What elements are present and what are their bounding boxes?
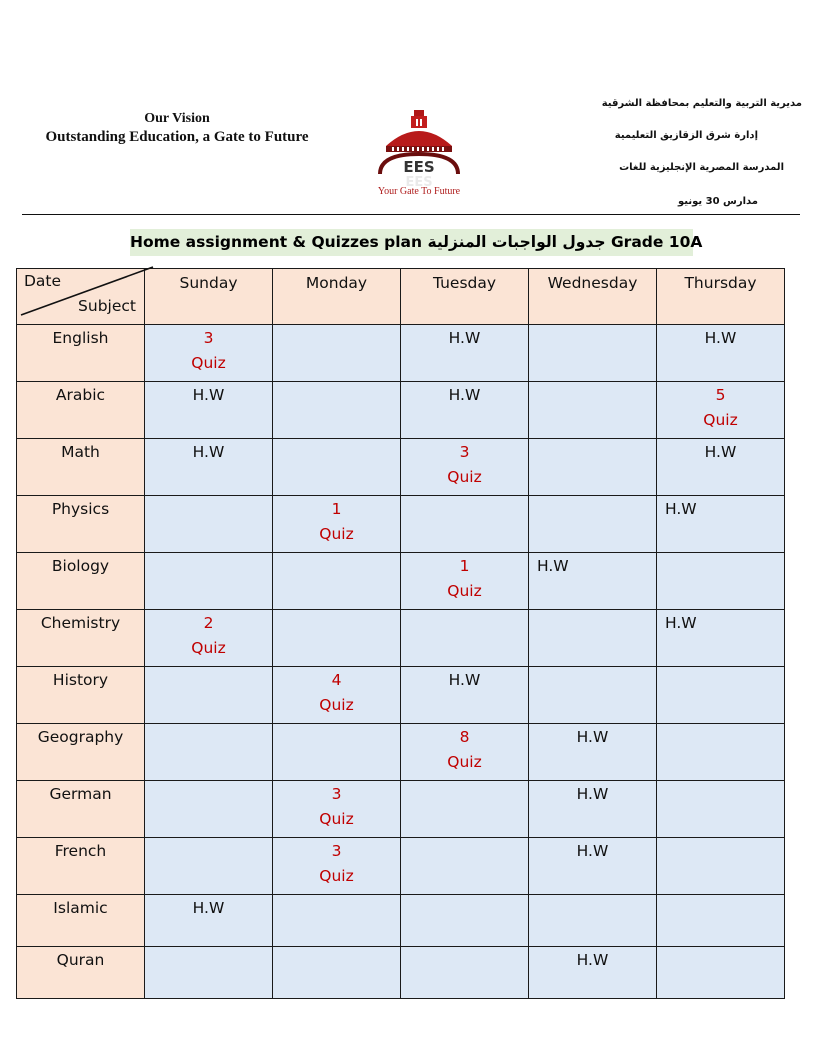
arabic-line-school: المدرسة المصرية الإنجليزية للغات bbox=[619, 162, 784, 173]
quiz-count: 3 bbox=[203, 329, 214, 347]
quiz-count: 3 bbox=[331, 842, 342, 860]
quiz-label: Quiz bbox=[319, 810, 354, 828]
subject-cell: Chemistry bbox=[17, 610, 145, 667]
subject-cell: Math bbox=[17, 439, 145, 496]
table-row-history bbox=[17, 667, 785, 724]
cell-thursday bbox=[657, 382, 785, 439]
cell-tuesday bbox=[401, 724, 529, 781]
cell-thursday bbox=[657, 895, 785, 947]
cell-sunday bbox=[145, 382, 273, 439]
cell-monday bbox=[273, 781, 401, 838]
quiz-count: 3 bbox=[331, 785, 342, 803]
subject-cell: Arabic bbox=[17, 382, 145, 439]
day-header-monday: Monday bbox=[273, 269, 401, 325]
cell-thursday bbox=[657, 667, 785, 724]
vision-block bbox=[22, 110, 332, 147]
corner-subject-label: Subject bbox=[78, 297, 136, 315]
cell-tuesday bbox=[401, 895, 529, 947]
cell-sunday bbox=[145, 947, 273, 999]
homework-label: H.W bbox=[576, 728, 609, 746]
subject-cell: English bbox=[17, 325, 145, 382]
homework-label: H.W bbox=[448, 329, 481, 347]
homework-label: H.W bbox=[665, 614, 697, 632]
cell-sunday bbox=[145, 439, 273, 496]
cell-monday bbox=[273, 439, 401, 496]
cell-sunday bbox=[145, 610, 273, 667]
cell-tuesday bbox=[401, 496, 529, 553]
subject-cell: Quran bbox=[17, 947, 145, 999]
cell-sunday bbox=[145, 325, 273, 382]
subject-cell: Biology bbox=[17, 553, 145, 610]
cell-tuesday bbox=[401, 667, 529, 724]
cell-tuesday bbox=[401, 553, 529, 610]
homework-label: H.W bbox=[576, 785, 609, 803]
cell-tuesday bbox=[401, 382, 529, 439]
quiz-count: 1 bbox=[459, 557, 470, 575]
day-header-tuesday: Tuesday bbox=[401, 269, 529, 325]
cell-wednesday bbox=[529, 781, 657, 838]
cell-tuesday bbox=[401, 781, 529, 838]
cell-monday bbox=[273, 496, 401, 553]
arabic-line-directorate: مديرية التربية والتعليم بمحافظة الشرقية bbox=[601, 98, 802, 109]
table-row-chemistry bbox=[17, 610, 785, 667]
table-header-row bbox=[17, 269, 785, 325]
cell-monday bbox=[273, 325, 401, 382]
corner-date-label: Date bbox=[24, 272, 62, 290]
quiz-label: Quiz bbox=[447, 582, 482, 600]
header-divider bbox=[22, 214, 800, 215]
table-row-quran bbox=[17, 947, 785, 999]
day-header-sunday: Sunday bbox=[145, 269, 273, 325]
table-row-biology bbox=[17, 553, 785, 610]
quiz-count: 3 bbox=[459, 443, 470, 461]
cell-sunday bbox=[145, 895, 273, 947]
table-row-arabic bbox=[17, 382, 785, 439]
assignment-table bbox=[16, 268, 785, 999]
logo-tagline: Your Gate To Future bbox=[377, 186, 461, 197]
table-row-german bbox=[17, 781, 785, 838]
cell-monday bbox=[273, 382, 401, 439]
homework-label: H.W bbox=[704, 443, 737, 461]
quiz-label: Quiz bbox=[447, 468, 482, 486]
cell-monday bbox=[273, 947, 401, 999]
cell-monday bbox=[273, 667, 401, 724]
homework-label: H.W bbox=[192, 386, 225, 404]
subject-cell: Geography bbox=[17, 724, 145, 781]
cell-monday bbox=[273, 724, 401, 781]
page-title: Home assignment & Quizzes plan جدول الواجبات المنزلية Grade 10A bbox=[130, 229, 693, 256]
cell-wednesday bbox=[529, 838, 657, 895]
svg-text:EES: EES bbox=[403, 158, 435, 176]
homework-label: H.W bbox=[576, 842, 609, 860]
cell-thursday bbox=[657, 781, 785, 838]
cell-wednesday bbox=[529, 947, 657, 999]
cell-thursday bbox=[657, 724, 785, 781]
cell-monday bbox=[273, 895, 401, 947]
day-header-wednesday: Wednesday bbox=[529, 269, 657, 325]
cell-monday bbox=[273, 838, 401, 895]
quiz-count: 8 bbox=[459, 728, 470, 746]
quiz-count: 2 bbox=[203, 614, 214, 632]
quiz-label: Quiz bbox=[319, 867, 354, 885]
cell-wednesday bbox=[529, 325, 657, 382]
quiz-count: 5 bbox=[715, 386, 726, 404]
subject-cell: German bbox=[17, 781, 145, 838]
table-row-math bbox=[17, 439, 785, 496]
table-row-english bbox=[17, 325, 785, 382]
cell-tuesday bbox=[401, 610, 529, 667]
quiz-count: 1 bbox=[331, 500, 342, 518]
homework-label: H.W bbox=[192, 443, 225, 461]
cell-wednesday bbox=[529, 895, 657, 947]
arabic-line-administration: إدارة شرق الزقازيق التعليمية bbox=[614, 130, 758, 141]
day-header-thursday: Thursday bbox=[657, 269, 785, 325]
cell-thursday bbox=[657, 610, 785, 667]
homework-label: H.W bbox=[192, 899, 225, 917]
cell-thursday bbox=[657, 325, 785, 382]
cell-tuesday bbox=[401, 439, 529, 496]
table-row-geography bbox=[17, 724, 785, 781]
quiz-label: Quiz bbox=[447, 753, 482, 771]
vision-text: Outstanding Education, a Gate to Future bbox=[45, 129, 309, 145]
subject-cell: French bbox=[17, 838, 145, 895]
table-row-physics bbox=[17, 496, 785, 553]
quiz-count: 4 bbox=[331, 671, 342, 689]
arabic-line-schools: مدارس 30 يونيو bbox=[678, 196, 758, 207]
homework-label: H.W bbox=[665, 500, 697, 518]
vision-title: Our Vision bbox=[144, 111, 210, 126]
cell-wednesday bbox=[529, 382, 657, 439]
cell-wednesday bbox=[529, 496, 657, 553]
cell-wednesday bbox=[529, 553, 657, 610]
cell-monday bbox=[273, 610, 401, 667]
cell-wednesday bbox=[529, 610, 657, 667]
quiz-label: Quiz bbox=[703, 411, 738, 429]
svg-text:EES: EES bbox=[405, 175, 433, 188]
cell-monday bbox=[273, 553, 401, 610]
cell-sunday bbox=[145, 781, 273, 838]
cell-sunday bbox=[145, 553, 273, 610]
cell-thursday bbox=[657, 553, 785, 610]
cell-wednesday bbox=[529, 667, 657, 724]
cell-wednesday bbox=[529, 724, 657, 781]
homework-label: H.W bbox=[537, 557, 569, 575]
cell-thursday bbox=[657, 838, 785, 895]
quiz-label: Quiz bbox=[319, 696, 354, 714]
corner-cell bbox=[17, 269, 145, 325]
quiz-label: Quiz bbox=[319, 525, 354, 543]
homework-label: H.W bbox=[448, 386, 481, 404]
homework-label: H.W bbox=[576, 951, 609, 969]
cell-thursday bbox=[657, 439, 785, 496]
subject-cell: Islamic bbox=[17, 895, 145, 947]
subject-cell: History bbox=[17, 667, 145, 724]
quiz-label: Quiz bbox=[191, 354, 226, 372]
quiz-label: Quiz bbox=[191, 639, 226, 657]
dome-logo-icon bbox=[356, 108, 482, 188]
cell-sunday bbox=[145, 838, 273, 895]
cell-sunday bbox=[145, 496, 273, 553]
homework-label: H.W bbox=[448, 671, 481, 689]
table-row-islamic bbox=[17, 895, 785, 947]
homework-label: H.W bbox=[704, 329, 737, 347]
cell-sunday bbox=[145, 724, 273, 781]
cell-tuesday bbox=[401, 325, 529, 382]
cell-sunday bbox=[145, 667, 273, 724]
cell-tuesday bbox=[401, 947, 529, 999]
cell-wednesday bbox=[529, 439, 657, 496]
cell-tuesday bbox=[401, 838, 529, 895]
cell-thursday bbox=[657, 496, 785, 553]
cell-thursday bbox=[657, 947, 785, 999]
subject-cell: Physics bbox=[17, 496, 145, 553]
table-row-french bbox=[17, 838, 785, 895]
school-logo bbox=[356, 108, 482, 200]
